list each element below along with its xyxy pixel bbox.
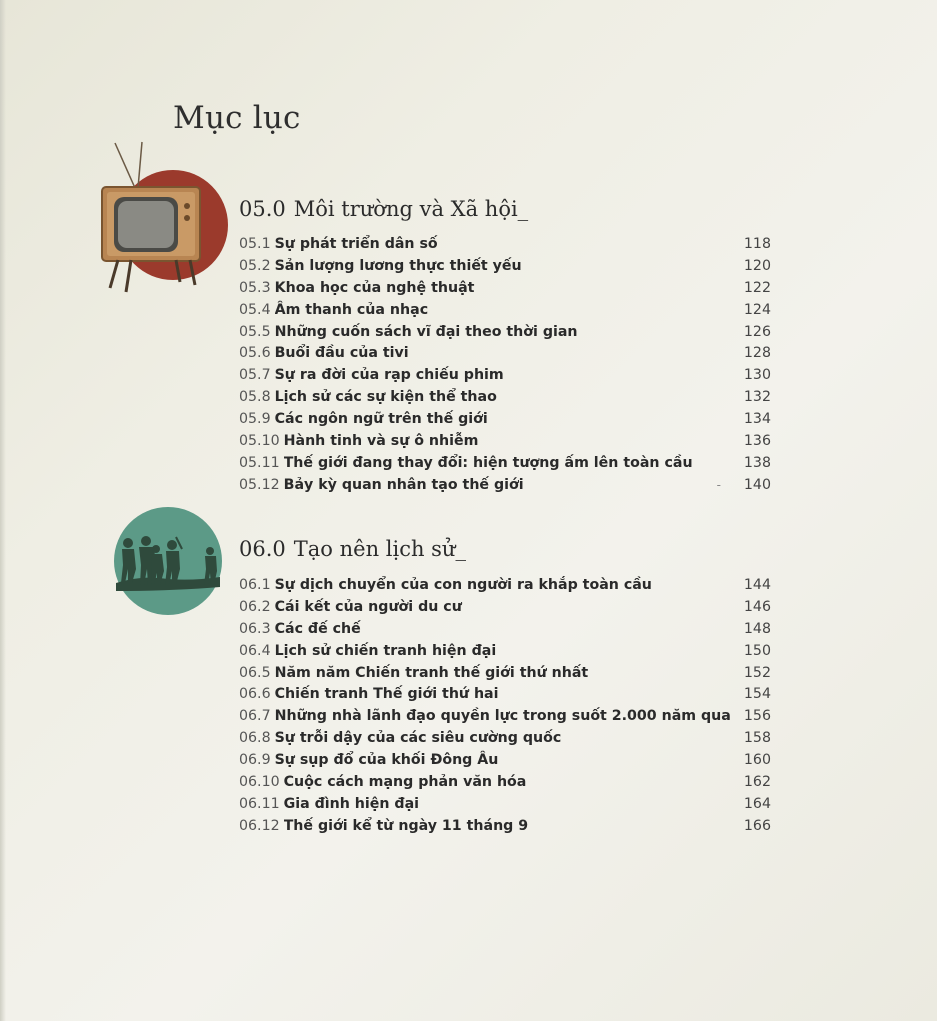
toc-entry-number: 05.3 bbox=[239, 279, 271, 296]
toc-entry-page: 134 bbox=[743, 411, 771, 428]
toc-entry[interactable] bbox=[239, 750, 771, 772]
toc-entry-page: 146 bbox=[743, 598, 771, 615]
toc-entry-title: Buổi đầu của tivi bbox=[274, 345, 409, 362]
toc-entry-page: 144 bbox=[743, 577, 771, 593]
toc-entry-title: Sản lượng lương thực thiết yếu bbox=[274, 257, 522, 274]
toc-entry-number: 06.4 bbox=[239, 642, 271, 659]
toc-entry-number: 05.4 bbox=[239, 301, 271, 318]
toc-entry[interactable] bbox=[239, 409, 771, 431]
toc-entry-page: 162 bbox=[743, 774, 771, 791]
toc-entry-page: 126 bbox=[743, 323, 771, 340]
section-number: 06.0 bbox=[239, 537, 286, 561]
toc-entry[interactable] bbox=[239, 387, 771, 409]
toc-entry-page: 152 bbox=[743, 664, 771, 681]
toc-entry-title: Cái kết của người du cư bbox=[274, 598, 462, 615]
toc-entry[interactable] bbox=[239, 300, 771, 322]
toc-entry[interactable] bbox=[239, 772, 771, 794]
toc-entry-page: 124 bbox=[743, 301, 771, 318]
toc-entry[interactable] bbox=[239, 575, 771, 597]
section-05-toc-list bbox=[239, 234, 771, 497]
section-number: 05.0 bbox=[239, 197, 286, 221]
toc-entry-title: Chiến tranh Thế giới thứ hai bbox=[274, 686, 499, 703]
toc-entry-number: 06.7 bbox=[239, 708, 271, 725]
toc-entry-title: Sự trỗi dậy của các siêu cường quốc bbox=[274, 730, 562, 747]
toc-entry-page: 130 bbox=[743, 367, 771, 384]
section-06-heading bbox=[239, 537, 466, 561]
section-06-toc-list bbox=[239, 575, 771, 838]
toc-entry-number: 06.10 bbox=[239, 774, 280, 791]
toc-entry[interactable] bbox=[239, 706, 771, 728]
toc-entry-page: 164 bbox=[743, 795, 771, 812]
toc-entry[interactable] bbox=[239, 343, 771, 365]
soldiers-silhouette-icon bbox=[112, 505, 224, 617]
toc-entry-number: 05.7 bbox=[239, 367, 271, 384]
toc-entry-title: Những cuốn sách vĩ đại theo thời gian bbox=[274, 323, 578, 340]
toc-entry[interactable] bbox=[239, 256, 771, 278]
toc-entry-number: 06.8 bbox=[239, 730, 271, 747]
toc-entry-number: 06.12 bbox=[239, 817, 280, 834]
toc-entry-number: 05.5 bbox=[239, 323, 271, 340]
toc-entry[interactable] bbox=[239, 684, 771, 706]
television-icon bbox=[98, 140, 233, 295]
toc-entry-title: Sự phát triển dân số bbox=[274, 236, 438, 252]
toc-entry-number: 06.11 bbox=[239, 795, 280, 812]
toc-entry-page: 138 bbox=[743, 454, 771, 471]
toc-entry-page: 118 bbox=[743, 236, 771, 252]
toc-entry-number: 05.11 bbox=[239, 454, 280, 471]
toc-entry-page: 140 bbox=[743, 476, 771, 493]
toc-entry-page: 128 bbox=[743, 345, 771, 362]
toc-entry-page: 158 bbox=[743, 730, 771, 747]
toc-entry-title: Bảy kỳ quan nhân tạo thế giới bbox=[283, 476, 524, 493]
page-edge-shadow bbox=[0, 0, 6, 1021]
toc-entry-number: 05.12 bbox=[239, 476, 280, 493]
toc-entry-title: Lịch sử các sự kiện thể thao bbox=[274, 389, 497, 406]
toc-entry[interactable] bbox=[239, 475, 771, 497]
toc-entry-page: 150 bbox=[743, 642, 771, 659]
toc-entry[interactable] bbox=[239, 794, 771, 816]
toc-entry-number: 06.3 bbox=[239, 620, 271, 637]
toc-entry[interactable] bbox=[239, 234, 771, 256]
toc-entry-title: Năm năm Chiến tranh thế giới thứ nhất bbox=[274, 664, 589, 681]
toc-entry-number: 05.1 bbox=[239, 236, 271, 252]
toc-entry-page: 122 bbox=[743, 279, 771, 296]
toc-entry[interactable] bbox=[239, 816, 771, 838]
toc-entry-title: Âm thanh của nhạc bbox=[274, 301, 429, 318]
toc-entry-title: Sự ra đời của rạp chiếu phim bbox=[274, 367, 504, 384]
toc-entry-page: 160 bbox=[743, 752, 771, 769]
section-05-heading bbox=[239, 197, 528, 221]
toc-entry-number: 05.2 bbox=[239, 257, 271, 274]
toc-entry-page: 132 bbox=[743, 389, 771, 406]
toc-entry-title: Thế giới đang thay đổi: hiện tượng ấm lên toàn cầu bbox=[283, 454, 693, 471]
toc-entry-number: 06.2 bbox=[239, 598, 271, 615]
toc-entry-title: Gia đình hiện đại bbox=[283, 795, 420, 812]
toc-entry-title: Các ngôn ngữ trên thế giới bbox=[274, 411, 488, 428]
section-title: Tạo nên lịch sử_ bbox=[293, 537, 466, 561]
toc-entry-page: 120 bbox=[743, 257, 771, 274]
section-title: Môi trường và Xã hội_ bbox=[293, 197, 529, 221]
toc-entry-title: Cuộc cách mạng phản văn hóa bbox=[283, 774, 527, 791]
toc-entry-number: 06.5 bbox=[239, 664, 271, 681]
toc-entry[interactable] bbox=[239, 453, 771, 475]
toc-entry[interactable] bbox=[239, 663, 771, 685]
toc-entry-title: Hành tinh và sự ô nhiễm bbox=[283, 433, 479, 450]
toc-entry[interactable] bbox=[239, 278, 771, 300]
page-title: Mục lục bbox=[173, 100, 301, 136]
toc-entry-title: Những nhà lãnh đạo quyền lực trong suốt 2.000 năm qua bbox=[274, 708, 731, 725]
toc-entry-page: 156 bbox=[743, 708, 771, 725]
toc-entry-page: 148 bbox=[743, 620, 771, 637]
toc-entry[interactable] bbox=[239, 365, 771, 387]
toc-entry-title: Lịch sử chiến tranh hiện đại bbox=[274, 642, 497, 659]
toc-entry-number: 05.6 bbox=[239, 345, 271, 362]
toc-entry[interactable] bbox=[239, 619, 771, 641]
toc-entry-dash: - bbox=[716, 477, 721, 492]
toc-entry[interactable] bbox=[239, 597, 771, 619]
toc-entry-number: 06.6 bbox=[239, 686, 271, 703]
toc-entry-number: 05.10 bbox=[239, 433, 280, 450]
toc-entry-page: 166 bbox=[743, 817, 771, 834]
toc-entry-title: Thế giới kể từ ngày 11 tháng 9 bbox=[283, 817, 529, 834]
toc-entry-title: Các đế chế bbox=[274, 620, 361, 637]
toc-entry[interactable] bbox=[239, 322, 771, 344]
toc-entry-page: 136 bbox=[743, 433, 771, 450]
toc-entry-title: Sự dịch chuyển của con người ra khắp toàn cầu bbox=[274, 577, 652, 593]
toc-entry[interactable] bbox=[239, 728, 771, 750]
toc-entry-page: 154 bbox=[743, 686, 771, 703]
toc-entry[interactable] bbox=[239, 431, 771, 453]
toc-entry-number: 05.9 bbox=[239, 411, 271, 428]
toc-entry[interactable] bbox=[239, 641, 771, 663]
toc-entry-title: Khoa học của nghệ thuật bbox=[274, 279, 475, 296]
toc-entry-number: 06.9 bbox=[239, 752, 271, 769]
toc-entry-number: 05.8 bbox=[239, 389, 271, 406]
toc-entry-title: Sự sụp đổ của khối Đông Âu bbox=[274, 752, 499, 769]
toc-entry-number: 06.1 bbox=[239, 577, 271, 593]
